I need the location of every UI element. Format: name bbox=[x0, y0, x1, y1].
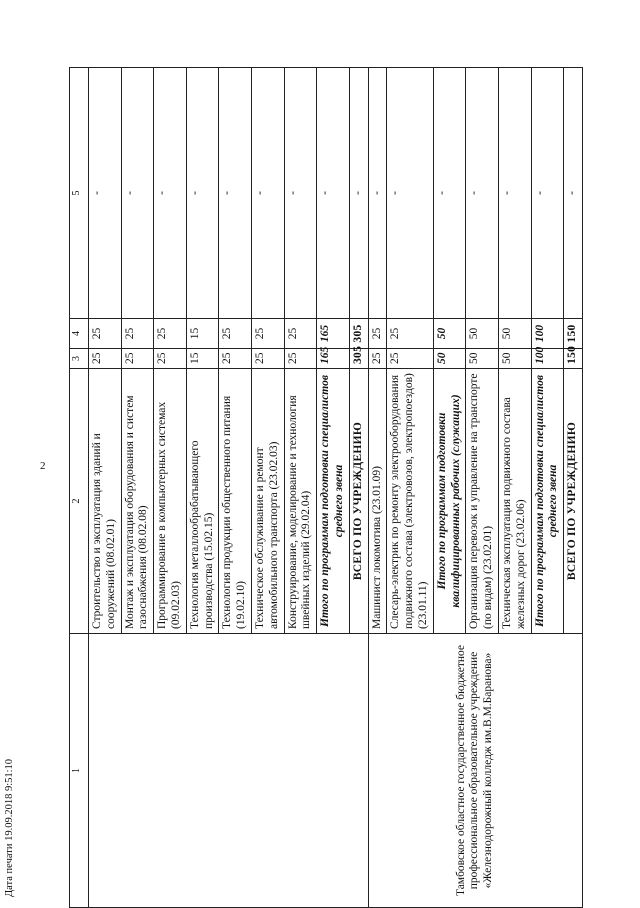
value-col5: - bbox=[387, 68, 433, 319]
value-col4: 25 bbox=[121, 319, 154, 349]
value-col3: 165 bbox=[317, 349, 350, 369]
value-col4: 25 bbox=[251, 319, 284, 349]
col-number-2: 2 bbox=[70, 369, 89, 634]
value-col5: - bbox=[349, 68, 368, 319]
col-number-1: 1 bbox=[70, 634, 89, 908]
value-col5: - bbox=[368, 68, 387, 319]
value-col5: - bbox=[466, 68, 499, 319]
value-col5: - bbox=[186, 68, 219, 319]
value-col4: 25 bbox=[89, 319, 122, 349]
program-name: Строительство и эксплуатация зданий и сооружений (08.02.01) bbox=[89, 369, 122, 634]
value-col3: 50 bbox=[433, 349, 466, 369]
value-col5: - bbox=[317, 68, 350, 319]
value-col5: - bbox=[531, 68, 564, 319]
org-cell-empty bbox=[89, 634, 369, 908]
value-col3: 25 bbox=[154, 349, 187, 369]
rotated-document-page bbox=[69, 68, 640, 908]
organization-name: Тамбовское областное государственное бюджетное профессиональное образовательное учреждение «Железнодорожный колледж им.В.М.Баранова» bbox=[368, 634, 582, 908]
value-col3: 25 bbox=[89, 349, 122, 369]
page-number: 2 bbox=[40, 460, 46, 472]
value-col4: 150 bbox=[564, 319, 583, 349]
value-col4: 50 bbox=[466, 319, 499, 349]
value-col4: 25 bbox=[387, 319, 433, 349]
value-col4: 25 bbox=[219, 319, 252, 349]
program-name: Машинист локомотива (23.01.09) bbox=[368, 369, 387, 634]
program-name: Техническая эксплуатация подвижного состава железных дорог (23.02.06) bbox=[498, 369, 531, 634]
program-name: Технология продукции общественного питания (19.02.10) bbox=[219, 369, 252, 634]
table-row bbox=[89, 68, 122, 908]
value-col3: 50 bbox=[498, 349, 531, 369]
print-date: Дата печати 19.09.2018 9:51:10 bbox=[4, 758, 15, 897]
value-col5: - bbox=[498, 68, 531, 319]
value-col4: 25 bbox=[368, 319, 387, 349]
value-col3: 305 bbox=[349, 349, 368, 369]
program-name: Техническое обслуживание и ремонт автомобильного транспорта (23.02.03) bbox=[251, 369, 284, 634]
value-col5: - bbox=[564, 68, 583, 319]
value-col5: - bbox=[284, 68, 317, 319]
value-col3: 25 bbox=[121, 349, 154, 369]
value-col3: 25 bbox=[368, 349, 387, 369]
total-label: ВСЕГО ПО УЧРЕЖДЕНИЮ bbox=[564, 369, 583, 634]
col-number-5: 5 bbox=[70, 68, 89, 319]
value-col3: 50 bbox=[466, 349, 499, 369]
value-col5: - bbox=[89, 68, 122, 319]
value-col3: 150 bbox=[564, 349, 583, 369]
value-col3: 25 bbox=[284, 349, 317, 369]
program-name: Монтаж и эксплуатация оборудования и систем газоснабжения (08.02.08) bbox=[121, 369, 154, 634]
value-col4: 305 bbox=[349, 319, 368, 349]
subtotal-label: Итого по программам подготовки специалистов среднего звена bbox=[317, 369, 350, 634]
value-col4: 25 bbox=[284, 319, 317, 349]
value-col3: 100 bbox=[531, 349, 564, 369]
program-name: Технология металлообрабатывающего производства (15.02.15) bbox=[186, 369, 219, 634]
value-col4: 165 bbox=[317, 319, 350, 349]
value-col3: 25 bbox=[251, 349, 284, 369]
col-number-3: 3 bbox=[70, 349, 89, 369]
value-col3: 25 bbox=[387, 349, 433, 369]
value-col5: - bbox=[219, 68, 252, 319]
value-col5: - bbox=[433, 68, 466, 319]
program-name: Слесарь-электрик по ремонту электрооборудования подвижного состава (электровозов, электропоездов) (23.01.11) bbox=[387, 369, 433, 634]
program-name: Организация перевозок и управление на транспорте (по видам) (23.02.01) bbox=[466, 369, 499, 634]
value-col4: 25 bbox=[154, 319, 187, 349]
value-col5: - bbox=[251, 68, 284, 319]
subtotal-label: Итого по программам подготовки специалистов среднего звена bbox=[531, 369, 564, 634]
subtotal-label: Итого по программам подготовки квалифицированных рабочих (служащих) bbox=[433, 369, 466, 634]
col-number-4: 4 bbox=[70, 319, 89, 349]
program-name: Конструирование, моделирование и технология швейных изделий (29.02.04) bbox=[284, 369, 317, 634]
value-col4: 50 bbox=[498, 319, 531, 349]
value-col4: 50 bbox=[433, 319, 466, 349]
value-col5: - bbox=[121, 68, 154, 319]
value-col4: 15 bbox=[186, 319, 219, 349]
total-label: ВСЕГО ПО УЧРЕЖДЕНИЮ bbox=[349, 369, 368, 634]
value-col3: 15 bbox=[186, 349, 219, 369]
value-col5: - bbox=[154, 68, 187, 319]
value-col3: 25 bbox=[219, 349, 252, 369]
value-col4: 100 bbox=[531, 319, 564, 349]
admission-table bbox=[69, 67, 583, 908]
column-number-row bbox=[70, 68, 89, 908]
program-name: Программирование в компьютерных системах (09.02.03) bbox=[154, 369, 187, 634]
table-row bbox=[368, 68, 387, 908]
